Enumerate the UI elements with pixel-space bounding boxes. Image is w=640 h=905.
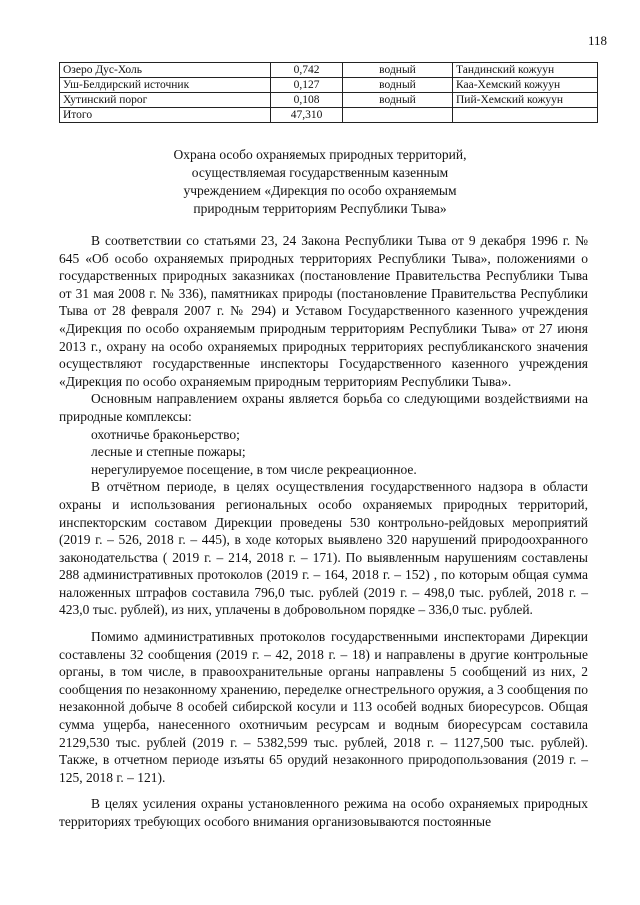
row-region: Пий-Хемский кожуун <box>453 93 598 108</box>
paragraph-regime: В целях усиления охраны установленного режима на особо охраняемых природных территориях требующих особого внимания организовываются постоянные <box>59 796 588 829</box>
section-title-line: Охрана особо охраняемых природных территорий, <box>173 147 467 162</box>
row-name: Хутинский порог <box>60 93 271 108</box>
paragraph-reports: Помимо административных протоколов государственными инспекторами Дирекции составлены 32 сообщения (2019 г. – 42, 2018 г. – 18) и направлены в другие контрольные органы, в том числе, в правоохранительные органы направлены 5 сообщений из них, 2 сообщения по незаконному хранению, переделке огнестрельного оружия, а 3 сообщения по незаконной добыче 8 особей сибирской косули и 113 особей водных биоресурсов. Общая сумма ущерба, нанесенного охотничьим ресурсам и водным биоресурсам составила 2129,530 тыс. рублей (2019 г. – 5382,599 тыс. рублей, 2018 г. – 1127,500 тыс. рублей). Также, в отчетном периоде изъяты 65 орудий незаконного природопользования (2019 г. – 125, 2018 г. – 121). <box>59 629 588 785</box>
table-row <box>60 63 598 78</box>
row-name: Уш-Белдирский источник <box>60 78 271 93</box>
row-type: водный <box>343 78 453 93</box>
paragraph-legal-basis: В соответствии со статьями 23, 24 Закона Республики Тыва от 9 декабря 1996 г. № 645 «Об особо охраняемых природных территориях Республики Тыва», положениями о государственных природных заказниках (постановление Правительства Республики Тыва от 31 мая 2008 г. № 336), памятниках природы (постановление Правительства Республики Тыва от 28 февраля 2007 г. № 294) и Уставом Государственного казенного учреждения «Дирекция по особо охраняемым природным территориям Республики Тыва» от 27 июня 2013 г., охрану на особо охраняемых природных территориях республиканского значения осуществляют государственные инспекторы Государственного казенного учреждения «Дирекция по особо охраняемым природным территориям Республики Тыва». <box>59 233 588 389</box>
table-row <box>60 78 598 93</box>
row-region: Тандинский кожуун <box>453 63 598 78</box>
row-type: водный <box>343 63 453 78</box>
row-type: водный <box>343 93 453 108</box>
table-total-row <box>60 108 598 123</box>
total-type <box>343 108 453 123</box>
total-label: Итого <box>60 108 271 123</box>
row-region: Каа-Хемский кожуун <box>453 78 598 93</box>
protected-areas-table <box>59 62 598 123</box>
section-title-line: осуществляемая государственным казенным <box>191 165 449 180</box>
page-number: 118 <box>588 33 608 48</box>
paragraph-inspections: В отчётном периоде, в целях осуществления государственного надзора в области охраны и использования региональных особо охраняемых природных территорий, инспекторским составом Дирекции проведены 530 контрольно-рейдовых мероприятий (2019 г. – 526, 2018 г. – 445), в ходе которых выявлено 320 нарушений природоохранного законодательства ( 2019 г. – 214, 2018 г. – 171). По выявленным нарушениям составлены 288 административных протоколов (2019 г. – 164, 2018 г. – 152) , по которым общая сумма наложенных штрафов составила 796,0 тыс. рублей (2019 г. – 498,0 тыс. рублей, 2018 г. – 423,0 тыс. рублей), из них, уплачены в добровольном порядке – 336,0 тыс. рублей. <box>59 479 588 618</box>
section-title <box>120 146 520 218</box>
row-name: Озеро Дус-Холь <box>60 63 271 78</box>
row-area: 0,108 <box>271 93 343 108</box>
paragraph-main-direction: Основным направлением охраны является борьба со следующими воздействиями на природные комплексы: <box>59 391 588 424</box>
row-area: 0,742 <box>271 63 343 78</box>
table-row <box>60 93 598 108</box>
section-title-line: природным территориям Республики Тыва» <box>193 201 447 216</box>
list-item: охотничье браконьерство; <box>91 426 240 442</box>
total-area: 47,310 <box>271 108 343 123</box>
row-area: 0,127 <box>271 78 343 93</box>
section-title-line: учреждением «Дирекция по особо охраняемым <box>183 183 457 198</box>
total-region <box>453 108 598 123</box>
list-item: лесные и степные пожары; <box>91 444 246 460</box>
list-item: нерегулируемое посещение, в том числе рекреационное. <box>91 461 417 477</box>
body-text <box>59 232 588 831</box>
